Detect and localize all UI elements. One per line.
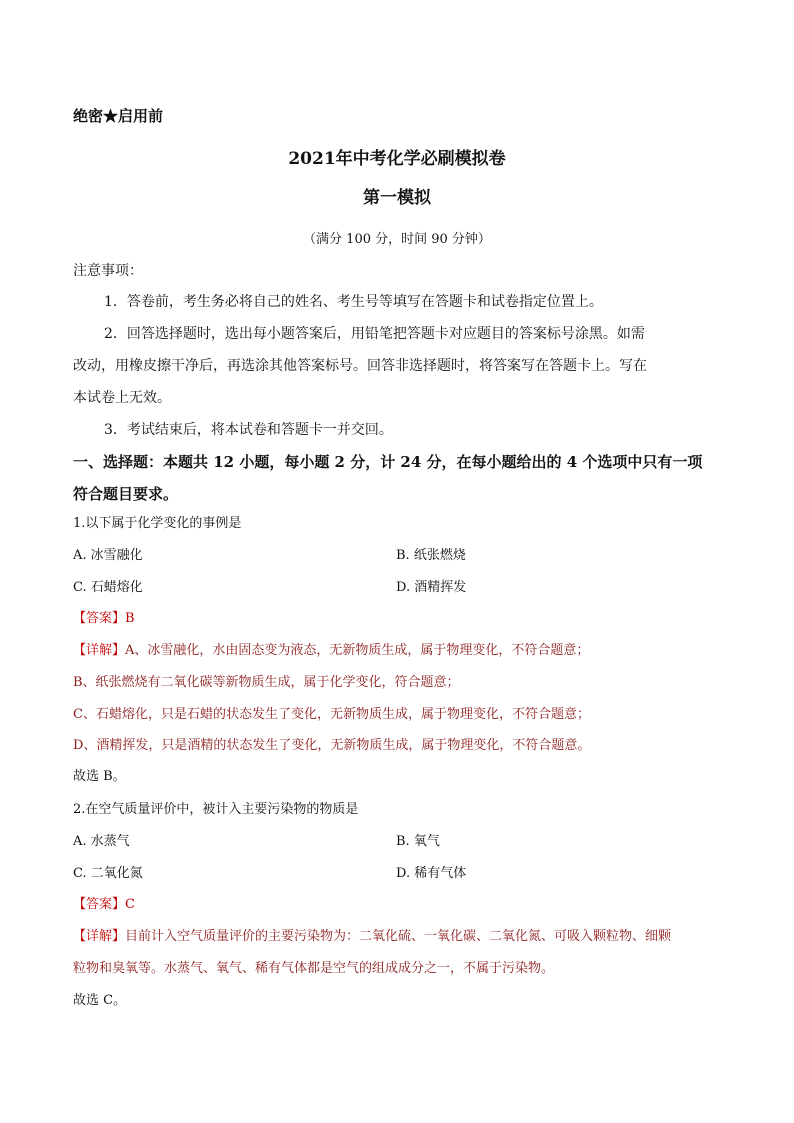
explanation-text: 目前计入空气质量评价的主要污染物为：二氧化硫、一氧化碳、二氧化氮、可吸入颗粒物、细颗 bbox=[125, 929, 672, 944]
question-1-option-a: A. 冰雪融化 bbox=[73, 548, 143, 563]
question-1-explanation-line-4: D、酒精挥发，只是酒精的状态发生了变化，无新物质生成，属于物理变化，不符合题意。 bbox=[73, 738, 591, 753]
notice-item-2-line-1: 2．回答选择题时，选出每小题答案后，用铅笔把答题卡对应题目的答案标号涂黑。如需 bbox=[104, 326, 645, 342]
notice-item-3: 3．考试结束后，将本试卷和答题卡一并交回。 bbox=[104, 422, 393, 438]
exam-subtitle: 第一模拟 bbox=[363, 188, 431, 208]
score-time-info: （满分 100 分，时间 90 分钟） bbox=[303, 232, 491, 247]
question-2-option-d: D. 稀有气体 bbox=[396, 866, 467, 881]
question-2-option-a: A. 水蒸气 bbox=[73, 834, 130, 849]
explanation-tag: 【详解】 bbox=[73, 929, 126, 944]
question-1-answer bbox=[73, 609, 135, 629]
exam-title: 2021年中考化学必刷模拟卷 bbox=[288, 149, 506, 169]
question-2-explanation-line-2: 粒物和臭氧等。水蒸气、氧气、稀有气体都是空气的组成成分之一，不属于污染物。 bbox=[73, 961, 555, 976]
answer-tag: 【答案】 bbox=[73, 611, 126, 626]
question-1-explanation-line-1 bbox=[73, 641, 589, 661]
answer-tag: 【答案】 bbox=[73, 897, 126, 912]
explanation-text: A、冰雪融化，水由固态变为液态，无新物质生成，属于物理变化，不符合题意； bbox=[125, 643, 590, 658]
section-heading-line-1: 一、选择题：本题共 12 小题，每小题 2 分，计 24 分，在每小题给出的 4 个选项中只有一项 bbox=[73, 453, 703, 471]
question-1-conclusion: 故选 B。 bbox=[73, 769, 126, 784]
question-2-explanation-line-1 bbox=[73, 927, 671, 947]
answer-value: B bbox=[125, 611, 135, 626]
question-1-option-d: D. 酒精挥发 bbox=[396, 580, 467, 595]
question-2-stem: 2.在空气质量评价中，被计入主要污染物的物质是 bbox=[73, 802, 359, 817]
notice-item-2-line-3: 本试卷上无效。 bbox=[73, 390, 171, 406]
notice-item-1: 1．答卷前，考生务必将自己的姓名、考生号等填写在答题卡和试卷指定位置上。 bbox=[104, 294, 603, 310]
question-2-option-c: C. 二氧化氮 bbox=[73, 866, 143, 881]
question-2-conclusion: 故选 C。 bbox=[73, 993, 127, 1008]
question-1-explanation-line-3: C、石蜡熔化，只是石蜡的状态发生了变化，无新物质生成，属于物理变化，不符合题意； bbox=[73, 707, 590, 722]
question-1-explanation-line-2: B、纸张燃烧有二氧化碳等新物质生成，属于化学变化，符合题意； bbox=[73, 675, 460, 690]
notice-heading: 注意事项： bbox=[73, 263, 143, 279]
question-1-option-c: C. 石蜡熔化 bbox=[73, 580, 143, 595]
question-1-stem: 1.以下属于化学变化的事例是 bbox=[73, 516, 242, 531]
question-2-option-b: B. 氧气 bbox=[396, 834, 440, 849]
explanation-tag: 【详解】 bbox=[73, 643, 126, 658]
confidential-label: 绝密★启用前 bbox=[73, 107, 164, 125]
section-heading-line-2: 符合题目要求。 bbox=[73, 485, 179, 503]
answer-value: C bbox=[125, 897, 135, 912]
question-2-answer bbox=[73, 895, 135, 915]
question-1-option-b: B. 纸张燃烧 bbox=[396, 548, 466, 563]
notice-item-2-line-2: 改动，用橡皮擦干净后，再选涂其他答案标号。回答非选择题时，将答案写在答题卡上。写在 bbox=[73, 358, 647, 374]
